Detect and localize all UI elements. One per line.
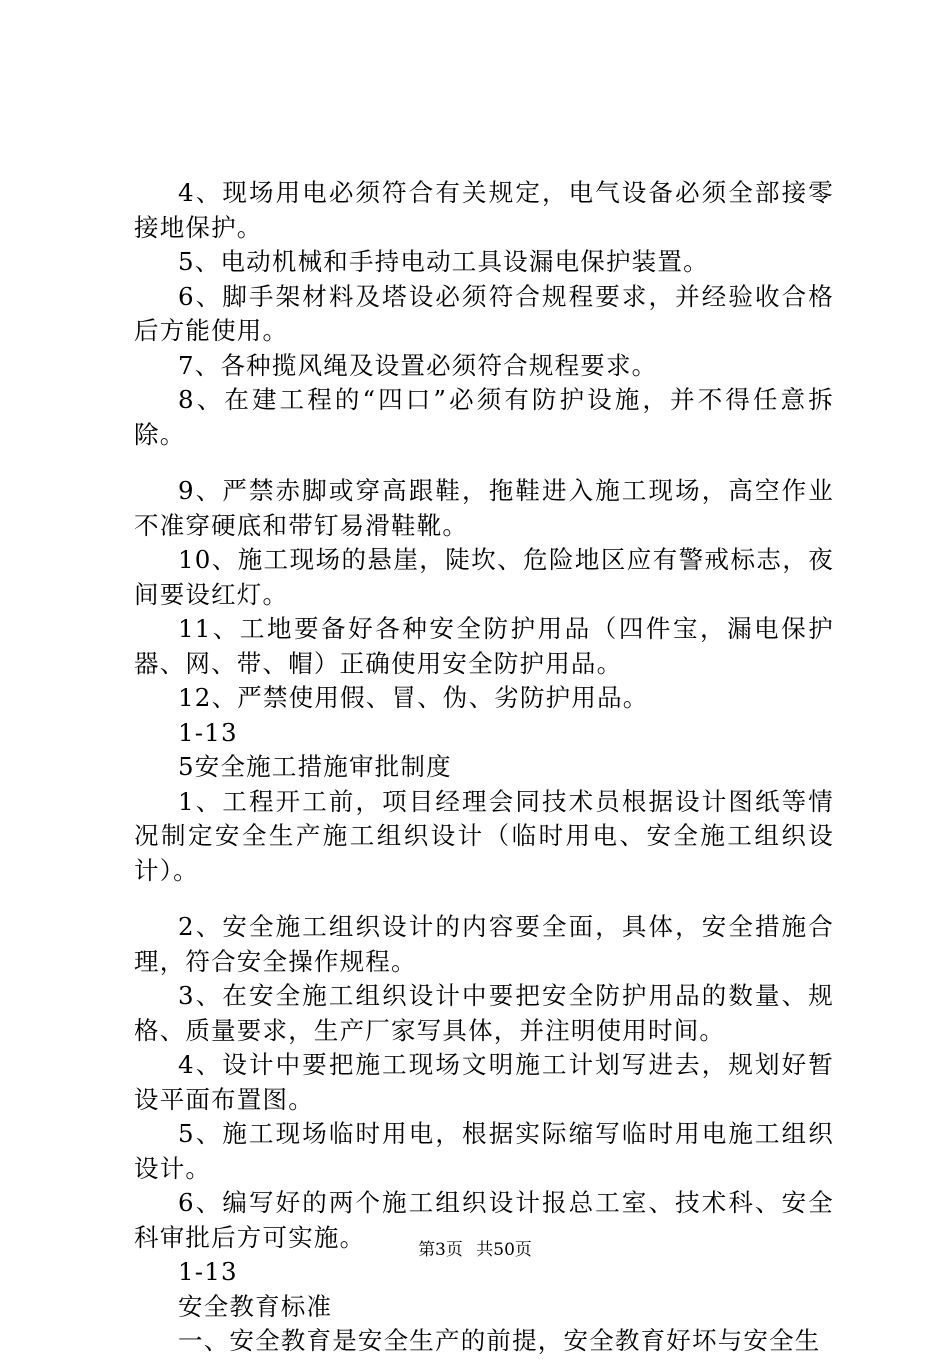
- paragraph: 4、现场用电必须符合有关规定，电气设备必须全部接零接地保护。: [134, 178, 834, 242]
- paragraph: 4、设计中要把施工现场文明施工计划写进去，规划好暂设平面布置图。: [134, 1050, 834, 1114]
- page-total: 共50页: [476, 1240, 532, 1260]
- paragraph: 8、在建工程的“四口”必须有防护设施，并不得任意拆除。: [134, 385, 834, 449]
- page-footer: [0, 1240, 950, 1260]
- paragraph: 2、安全施工组织设计的内容要全面，具体，安全措施合理，符合安全操作规程。: [134, 912, 834, 976]
- section-heading: 安全教育标准: [178, 1291, 333, 1321]
- paragraph: 11、工地要备好各种安全防护用品（四件宝，漏电保护器、网、带、帽）正确使用安全防护用品。: [134, 614, 834, 678]
- paragraph: 10、施工现场的悬崖，陡坎、危险地区应有警戒标志，夜间要设红灯。: [134, 545, 834, 609]
- paragraph: 一、安全教育是安全生产的前提，安全教育好坏与安全生: [178, 1326, 821, 1355]
- paragraph: 12、严禁使用假、冒、伪、劣防护用品。: [178, 683, 649, 712]
- paragraph: 5、施工现场临时用电，根据实际缩写临时用电施工组织设计。: [134, 1119, 834, 1183]
- paragraph: 7、各种揽风绳及设置必须符合规程要求。: [178, 350, 658, 380]
- section-heading: 5安全施工措施审批制度: [178, 752, 452, 781]
- paragraph: 6、编写好的两个施工组织设计报总工室、技术科、安全科审批后方可实施。: [134, 1188, 834, 1252]
- page-reference: 1-13: [178, 717, 238, 747]
- paragraph: 5、电动机械和手持电动工具设漏电保护装置。: [178, 247, 709, 276]
- paragraph: 9、严禁赤脚或穿高跟鞋，拖鞋进入施工现场，高空作业不准穿硬底和带钉易滑鞋靴。: [134, 476, 834, 540]
- paragraph: 6、脚手架材料及塔设必须符合规程要求，并经验收合格后方能使用。: [134, 281, 834, 345]
- paragraph: 1、工程开工前，项目经理会同技术员根据设计图纸等情况制定安全生产施工组织设计（临时用电、安全施工组织设计）。: [134, 786, 834, 885]
- page-number: 第3页: [418, 1240, 463, 1260]
- page-reference: 1-13: [178, 1257, 238, 1286]
- document-body: [134, 176, 834, 1359]
- paragraph: 3、在安全施工组织设计中要把安全防护用品的数量、规格、质量要求，生产厂家写具体，并注明使用时间。: [134, 981, 834, 1045]
